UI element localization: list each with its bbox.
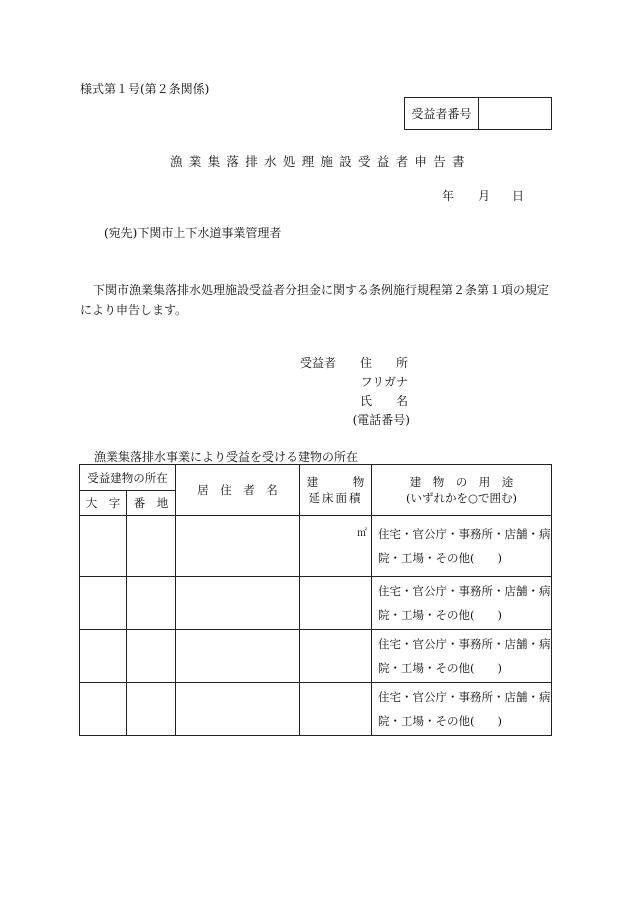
use-options-line2: 院・工場・その他( ) bbox=[378, 714, 502, 728]
col-building-line2: 延床面積 bbox=[308, 491, 363, 505]
use-options-line2: 院・工場・その他( ) bbox=[378, 608, 502, 622]
body-text: 下関市漁業集落排水処理施設受益者分担金に関する条例施行規程第２条第１項の規定により申告します。 bbox=[80, 283, 550, 317]
document-title: 漁業集落排水処理施設受益者申告書 bbox=[170, 154, 471, 169]
use-cell[interactable] bbox=[372, 630, 552, 683]
oaza-cell[interactable] bbox=[80, 683, 127, 736]
banchi-cell[interactable] bbox=[127, 516, 176, 577]
recipient-id-box bbox=[404, 97, 552, 130]
applicant-furigana-label: フリガナ bbox=[360, 375, 408, 389]
col-use-header bbox=[372, 465, 552, 516]
use-cell[interactable] bbox=[372, 516, 552, 577]
banchi-cell[interactable] bbox=[127, 630, 176, 683]
oaza-cell[interactable] bbox=[80, 516, 127, 577]
resident-cell[interactable] bbox=[176, 577, 300, 630]
use-options-line1: 住宅・官公庁・事務所・店舗・病 bbox=[378, 527, 551, 541]
col-resident-header: 居 住 者 名 bbox=[176, 465, 300, 516]
col-oaza-header: 大 字 bbox=[80, 491, 127, 516]
date-year: 年 bbox=[442, 189, 455, 203]
use-options-line1: 住宅・官公庁・事務所・店舗・病 bbox=[378, 690, 551, 704]
floor-area-cell[interactable] bbox=[300, 577, 372, 630]
resident-cell[interactable] bbox=[176, 516, 300, 577]
oaza-cell[interactable] bbox=[80, 630, 127, 683]
resident-cell[interactable] bbox=[176, 630, 300, 683]
table-row bbox=[80, 683, 552, 736]
area-unit: ㎡ bbox=[357, 528, 367, 539]
use-cell[interactable] bbox=[372, 683, 552, 736]
floor-area-cell[interactable] bbox=[300, 630, 372, 683]
use-options-line2: 院・工場・その他( ) bbox=[378, 551, 502, 565]
col-use-line1: 建 物 の 用 途 bbox=[409, 475, 514, 489]
use-cell[interactable] bbox=[372, 577, 552, 630]
applicant-label: 受益者 bbox=[300, 356, 337, 370]
col-banchi-header: 番 地 bbox=[127, 491, 176, 516]
applicant-phone-label: (電話番号) bbox=[352, 413, 410, 427]
floor-area-cell[interactable] bbox=[300, 516, 372, 577]
applicant-address-label: 住 所 bbox=[359, 356, 408, 370]
col-use-line2: (いずれかを○で囲む) bbox=[405, 491, 517, 505]
form-number: 様式第１号(第２条関係) bbox=[80, 82, 210, 96]
building-table bbox=[79, 464, 552, 736]
use-options-line1: 住宅・官公庁・事務所・店舗・病 bbox=[378, 637, 551, 651]
recipient-id-label: 受益者番号 bbox=[405, 98, 479, 129]
floor-area-cell[interactable] bbox=[300, 683, 372, 736]
oaza-cell[interactable] bbox=[80, 577, 127, 630]
col-building-header bbox=[300, 465, 372, 516]
col-location-header: 受益建物の所在 bbox=[80, 465, 176, 491]
col-building-line1: 建 物 bbox=[306, 475, 365, 489]
date-month: 月 bbox=[478, 189, 491, 203]
recipient-id-field[interactable] bbox=[479, 98, 551, 129]
banchi-cell[interactable] bbox=[127, 683, 176, 736]
table-row bbox=[80, 577, 552, 630]
table-row bbox=[80, 516, 552, 577]
table-heading: 漁業集落排水事業により受益を受ける建物の所在 bbox=[94, 450, 359, 464]
applicant-name-label: 氏 名 bbox=[359, 394, 408, 408]
resident-cell[interactable] bbox=[176, 683, 300, 736]
use-options-line2: 院・工場・その他( ) bbox=[378, 661, 502, 675]
addressee: (宛先)下関市上下水道事業管理者 bbox=[104, 226, 282, 240]
date-day: 日 bbox=[512, 189, 525, 203]
use-options-line1: 住宅・官公庁・事務所・店舗・病 bbox=[378, 584, 551, 598]
banchi-cell[interactable] bbox=[127, 577, 176, 630]
table-row bbox=[80, 630, 552, 683]
